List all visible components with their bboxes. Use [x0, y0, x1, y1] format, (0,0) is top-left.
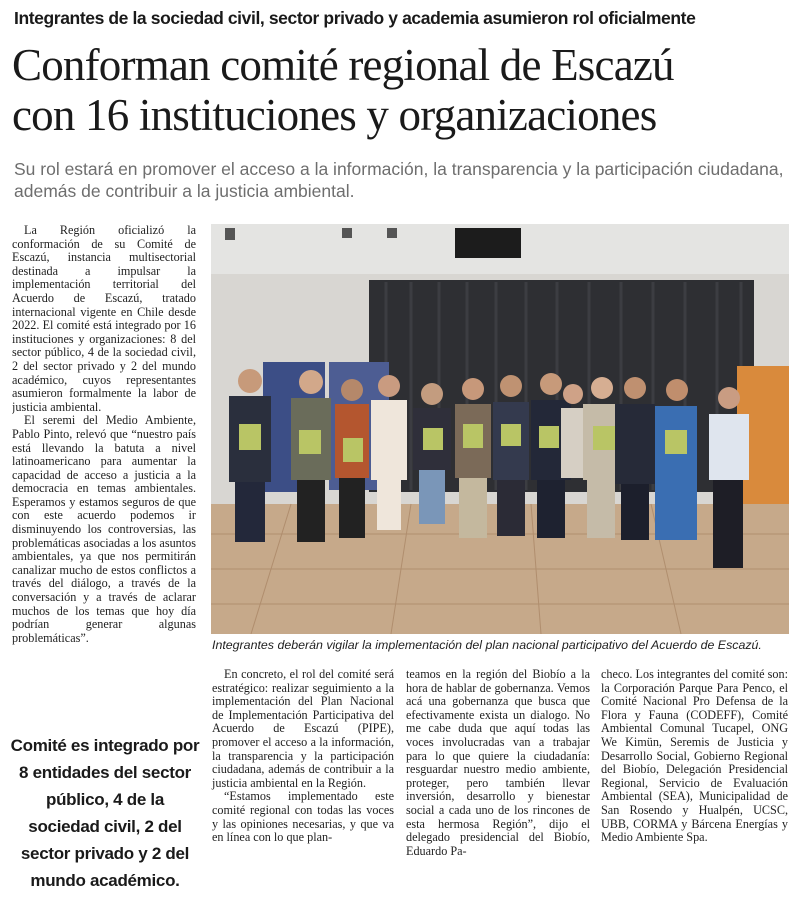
photo-caption: Integrantes deberán vigilar la implementación del plan nacional participativo del Acuerdo de Escazú.	[212, 638, 762, 652]
body-column-4	[601, 668, 788, 845]
body-column-1	[12, 224, 196, 694]
body-column-3	[406, 668, 590, 858]
article-deck: Su rol estará en promover el acceso a la información, la transparencia y la participación ciudadana, además de contribuir a la justicia ambiental.	[14, 159, 784, 201]
article-kicker: Integrantes de la sociedad civil, sector privado y academia asumieron rol oficialmente	[14, 8, 696, 28]
pull-quote: Comité es integrado por 8 entidades del sector público, 4 de la sociedad civil, 2 del sector privado y 2 del mundo académico.	[10, 736, 200, 890]
body-paragraph: teamos en la región del Biobío a la hora de hablar de gobernanza. Vemos acá una gobernanza que busca que efectivamente exista un dialogo. No me cabe duda que aquí todas las voces involucradas van a trabajar para lo que quiere la ciudadanía: resguardar nuestro medio ambiente, proteger, pero también llevar inversión, desarrollo y bienestar social a cada uno de los rincones de esta hermosa Región”, dijo el delegado presidencial del Biobío, Eduardo Pa-	[406, 667, 590, 858]
body-paragraph: La Región oficializó la conformación de su Comité de Escazú, instancia multisectorial destinada a impulsar la implementación territorial del Acuerdo de Escazú, tratado internacional vigente en Chile desde 2022. El comité está integrado por 16 instituciones y organizaciones: 8 del sector público, 4 de la sociedad civil, 2 del sector privado y 2 del mundo académico, cuyos representantes asumieron formalmente la labor de justicia ambiental.	[12, 224, 196, 414]
headline-line-2: con 16 instituciones y organizaciones	[12, 90, 657, 140]
body-paragraph: “Estamos implementado este comité regional con todas las voces y las opiniones necesarias, y que va en línea con lo que plan-	[212, 789, 394, 845]
headline-line-1: Conforman comité regional de Escazú	[12, 40, 674, 90]
article-headline	[12, 40, 792, 140]
body-paragraph: checo. Los integrantes del comité son: la Corporación Parque Para Penco, el Comité Nacional Pro Defensa de la Flora y Fauna (CODEFF), Comité Ambiental Comunal Tucapel, ONG We Kimün, Seremis de Justicia y Desarrollo Social, Gobierno Regional del Biobío, Delegación Presidencial Regional, Servicio de Evaluación Ambiental (SEA), Municipalidad de San Rosendo y Hualpén, UCSC, UBB, CORMA y Bárcena Energías y Medio Ambiente Spa.	[601, 667, 788, 845]
body-paragraph: En concreto, el rol del comité será estratégico: realizar seguimiento a la implementación del Plan Nacional de Implementación Participativa del Acuerdo de Escazú (PIPE), promover el acceso a la información, la transparencia y la participación ciudadana, además de contribuir a la justicia ambiental en la Región.	[212, 667, 394, 790]
event-photo	[211, 224, 789, 634]
body-paragraph: El seremi del Medio Ambiente, Pablo Pinto, relevó que “nuestro país está llevando la batuta a nivel latinoamericano para aumentar la capacidad de acceso a justicia a la democracia en temas ambientales. Esperamos y estamos seguros de que con este acuerdo podemos ir disminuyendo los controversias, las problemáticas asociadas a los asuntos ambientales, ya que nos permitirán canalizar mucho de estos conflictos a través del diálogo, a través de la conversación y a través de aclarar muchos de los temas que hoy día podrían generar algunas problemáticas”.	[12, 413, 196, 645]
body-column-2	[212, 668, 394, 845]
